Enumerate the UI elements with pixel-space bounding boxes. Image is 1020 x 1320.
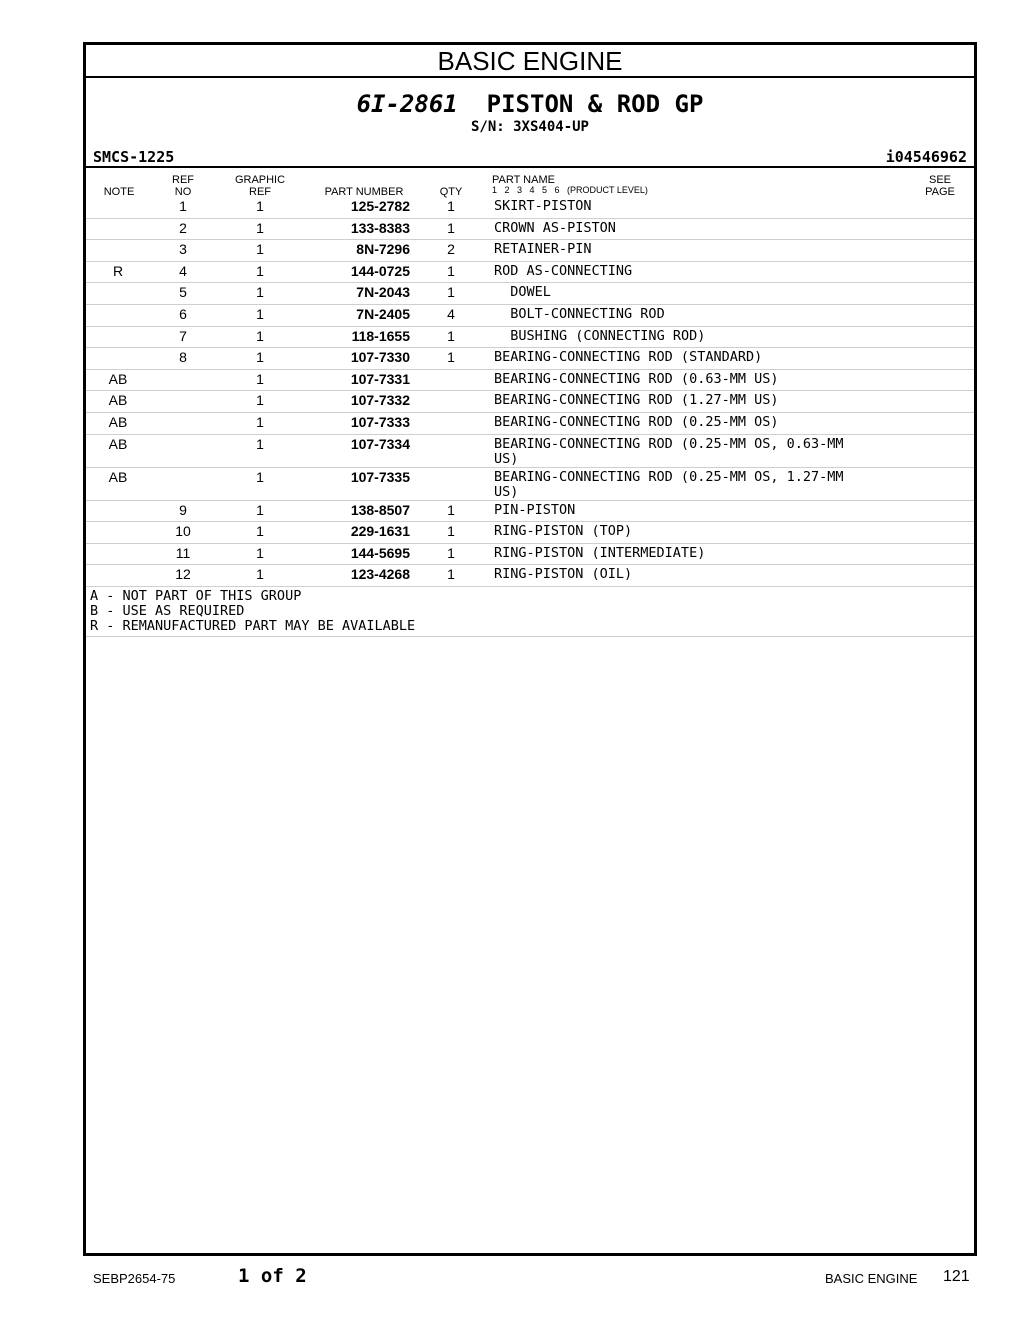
cell-name: BEARING-CONNECTING ROD (1.27-MM US) [494, 392, 779, 409]
table-row [86, 391, 974, 413]
footer-page-count: 1 of 2 [238, 1265, 307, 1287]
footer-document-id: SEBP2654-75 [93, 1271, 176, 1286]
cell-gref: 1 [256, 370, 264, 387]
cell-ref: 5 [179, 284, 187, 301]
cell-part: 107-7331 [350, 370, 410, 387]
page-frame [83, 42, 977, 1256]
cell-part: 7N-2043 [356, 284, 410, 301]
group-title [86, 89, 974, 119]
table-row [86, 219, 974, 241]
cell-qty: 1 [447, 327, 455, 344]
table-row [86, 240, 974, 262]
footer-page-number: 121 [943, 1268, 970, 1285]
cell-ref: 2 [179, 219, 187, 236]
table-row [86, 348, 974, 370]
cell-qty: 1 [447, 501, 455, 518]
table-row [86, 544, 974, 566]
cell-gref: 1 [256, 468, 264, 485]
section-title: BASIC ENGINE [86, 45, 974, 78]
cell-name: DOWEL [494, 284, 551, 301]
cell-part: 133-8383 [350, 219, 410, 236]
cell-qty: 2 [447, 241, 455, 258]
cell-part: 138-8507 [350, 501, 410, 518]
cell-note: AB [108, 435, 128, 452]
cell-ref: 7 [179, 327, 187, 344]
cell-part: 8N-7296 [356, 241, 410, 258]
col-graphic-ref-bottom: REF [249, 186, 271, 198]
group-name: PISTON & ROD GP [486, 90, 704, 118]
table-row [86, 305, 974, 327]
cell-part: 107-7334 [350, 435, 410, 452]
cell-name: RETAINER-PIN [494, 241, 592, 258]
cell-name: BEARING-CONNECTING ROD (STANDARD) [494, 349, 763, 366]
cell-part: 144-0725 [350, 262, 410, 279]
cell-qty: 4 [447, 305, 455, 322]
cell-name: CROWN AS-PISTON [494, 219, 616, 236]
cell-ref: 10 [175, 523, 191, 540]
note-line: R - REMANUFACTURED PART MAY BE AVAILABLE [90, 618, 416, 634]
cell-qty: 1 [447, 349, 455, 366]
cell-gref: 1 [256, 544, 264, 561]
cell-name: BEARING-CONNECTING ROD (0.25-MM OS, 0.63-MM US) [494, 435, 844, 467]
cell-gref: 1 [256, 219, 264, 236]
cell-qty: 1 [447, 262, 455, 279]
cell-ref: 6 [179, 305, 187, 322]
cell-qty: 1 [447, 198, 455, 214]
table-row [86, 435, 974, 468]
cell-name: ROD AS-CONNECTING [494, 262, 633, 279]
cell-gref: 1 [256, 413, 264, 430]
cell-gref: 1 [256, 305, 264, 322]
table-row [86, 565, 974, 587]
cell-part: 125-2782 [350, 198, 410, 214]
footer-section-name: BASIC ENGINE [825, 1271, 918, 1286]
cell-gref: 1 [256, 327, 264, 344]
cell-name: RING-PISTON (TOP) [494, 523, 633, 540]
table-row [86, 468, 974, 501]
cell-note: R [112, 262, 124, 279]
note-line: B - USE AS REQUIRED [90, 603, 245, 619]
col-part-number: PART NUMBER [324, 186, 404, 198]
cell-gref: 1 [256, 523, 264, 540]
table-row [86, 327, 974, 349]
cell-ref: 8 [179, 349, 187, 366]
cell-qty: 1 [447, 544, 455, 561]
cell-name: BEARING-CONNECTING ROD (0.25-MM OS) [494, 413, 779, 430]
cell-part: 107-7330 [350, 349, 410, 366]
table-row [86, 283, 974, 305]
col-graphic-ref-top: GRAPHIC [234, 174, 286, 186]
cell-qty: 1 [447, 523, 455, 540]
cell-ref: 11 [175, 544, 191, 561]
cell-gref: 1 [256, 241, 264, 258]
cell-note: AB [108, 413, 128, 430]
cell-qty: 1 [447, 219, 455, 236]
cell-gref: 1 [256, 262, 264, 279]
col-qty: QTY [439, 186, 463, 198]
cell-ref: 12 [175, 566, 191, 583]
cell-ref: 3 [179, 241, 187, 258]
col-see-page-top: SEE [928, 174, 951, 186]
cell-note: AB [108, 392, 128, 409]
cell-ref: 1 [179, 198, 187, 214]
cell-qty: 1 [447, 284, 455, 301]
table-row [86, 413, 974, 435]
table-row [86, 522, 974, 544]
table-row [86, 501, 974, 523]
cell-note: AB [108, 468, 128, 485]
cell-name: BOLT-CONNECTING ROD [494, 305, 665, 322]
cell-part: 229-1631 [350, 523, 410, 540]
notes-block [90, 589, 970, 634]
cell-part: 107-7333 [350, 413, 410, 430]
cell-name: BUSHING (CONNECTING ROD) [494, 327, 706, 344]
col-ref-no-top: REF [172, 174, 194, 186]
cell-qty: 1 [447, 566, 455, 583]
cell-name: RING-PISTON (INTERMEDIATE) [494, 544, 706, 561]
table-row [86, 370, 974, 392]
col-part-name: PART NAME [492, 174, 555, 186]
col-see-page-bottom: PAGE [925, 186, 955, 198]
header-rule [86, 166, 974, 168]
col-note: NOTE [103, 186, 135, 198]
cell-gref: 1 [256, 566, 264, 583]
cell-gref: 1 [256, 501, 264, 518]
cell-gref: 1 [256, 198, 264, 214]
cell-part: 7N-2405 [356, 305, 410, 322]
serial-number: S/N: 3XS404-UP [470, 119, 589, 135]
cell-name: RING-PISTON (OIL) [494, 566, 633, 583]
cell-part: 118-1655 [351, 327, 410, 344]
table-row [86, 197, 974, 219]
smcs-code: SMCS-1225 [93, 148, 175, 166]
col-product-level: 1 2 3 4 5 6 (PRODUCT LEVEL) [492, 185, 648, 195]
cell-ref: 4 [179, 262, 187, 279]
cell-part: 123-4268 [350, 566, 410, 583]
cell-part: 144-5695 [350, 544, 410, 561]
illustration-id: i04546962 [885, 148, 967, 166]
cell-part: 107-7335 [350, 468, 410, 485]
cell-gref: 1 [256, 284, 264, 301]
cell-ref: 9 [179, 501, 187, 518]
cell-note: AB [108, 370, 128, 387]
group-number: 6I-2861 [356, 90, 458, 118]
table-row [86, 262, 974, 284]
parts-list [86, 197, 974, 587]
cell-name: PIN-PISTON [494, 501, 576, 518]
cell-name: BEARING-CONNECTING ROD (0.25-MM OS, 1.27-MM US) [494, 468, 844, 500]
cell-part: 107-7332 [350, 392, 410, 409]
cell-name: SKIRT-PISTON [494, 198, 592, 214]
cell-gref: 1 [256, 435, 264, 452]
cell-gref: 1 [256, 349, 264, 366]
cell-gref: 1 [256, 392, 264, 409]
note-line: A - NOT PART OF THIS GROUP [90, 588, 302, 604]
cell-name: BEARING-CONNECTING ROD (0.63-MM US) [494, 370, 779, 387]
notes-bottom-divider [86, 636, 974, 637]
col-ref-no-bottom: NO [174, 186, 192, 198]
